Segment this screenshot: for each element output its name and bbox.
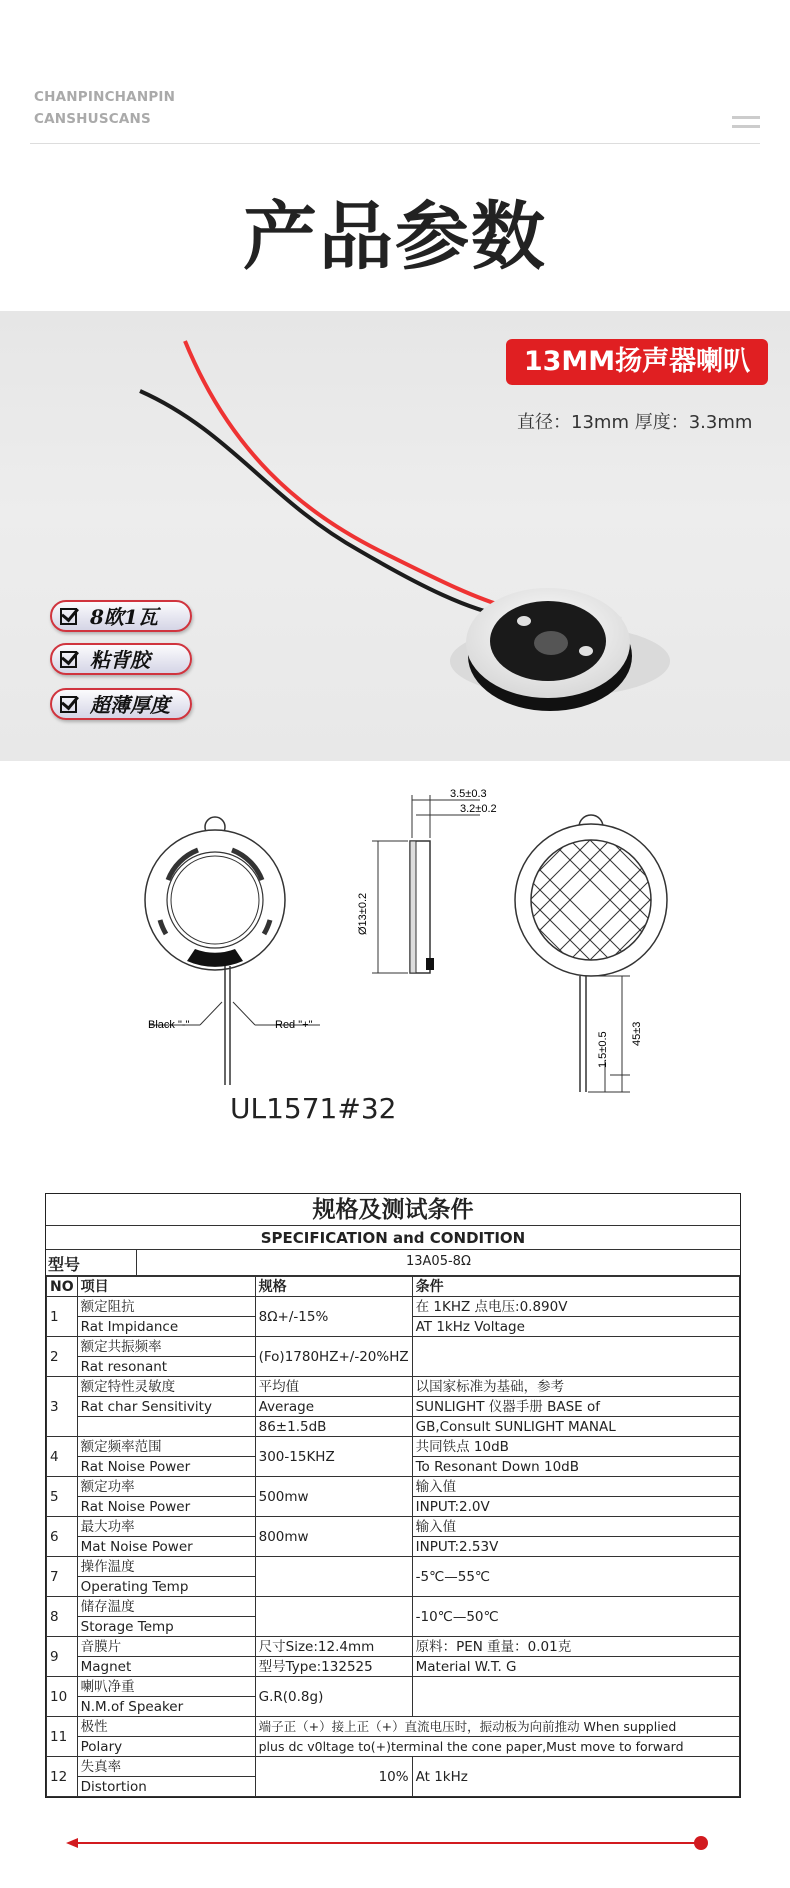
row-no: 6 bbox=[47, 1517, 78, 1557]
row-cond: 输入值 bbox=[412, 1517, 739, 1537]
table-row bbox=[47, 1757, 740, 1777]
dim-wire-length: 45±3 bbox=[631, 1021, 643, 1046]
row-spec: 300-15KHZ bbox=[255, 1437, 412, 1477]
row-spec: 500mw bbox=[255, 1477, 412, 1517]
footer-divider bbox=[70, 1842, 702, 1844]
row-cond: 以国家标准为基础，参考 bbox=[412, 1377, 739, 1397]
row-spec: 型号Type:132525 bbox=[255, 1657, 412, 1677]
row-no: 8 bbox=[47, 1597, 78, 1637]
dim-diameter: Ø13±0.2 bbox=[357, 892, 369, 935]
row-no: 2 bbox=[47, 1337, 78, 1377]
row-item-cn: 额定特性灵敏度 bbox=[77, 1377, 255, 1397]
model-label: 型号 bbox=[48, 1255, 81, 1274]
row-cond: 原料：PEN 重量：0.01克 bbox=[412, 1637, 739, 1657]
row-item-en: Storage Temp bbox=[77, 1617, 255, 1637]
row-spec: 10% bbox=[255, 1757, 412, 1797]
row-no: 4 bbox=[47, 1437, 78, 1477]
table-row bbox=[47, 1517, 740, 1537]
row-spec: 86±1.5dB bbox=[255, 1417, 412, 1437]
row-cond: -10℃—50℃ bbox=[412, 1597, 739, 1637]
header-condition: 条件 bbox=[412, 1277, 739, 1297]
row-cond: AT 1kHz Voltage bbox=[412, 1317, 739, 1337]
table-row bbox=[47, 1297, 740, 1317]
row-no: 12 bbox=[47, 1757, 78, 1797]
row-cond bbox=[412, 1337, 739, 1377]
table-row bbox=[47, 1597, 740, 1617]
row-cond: 输入值 bbox=[412, 1477, 739, 1497]
table-row bbox=[47, 1417, 740, 1437]
table-row bbox=[47, 1377, 740, 1397]
row-spec-cond: 端子正（+）接上正（+）直流电压时，振动板为向前推动 When supplied bbox=[255, 1717, 739, 1737]
row-item-en: Rat Noise Power bbox=[77, 1457, 255, 1477]
row-spec: 平均值 bbox=[255, 1377, 412, 1397]
row-spec: 尺寸Size:12.4mm bbox=[255, 1637, 412, 1657]
table-header-row bbox=[47, 1277, 740, 1297]
dim-stripped: 1.5±0.5 bbox=[597, 1031, 609, 1068]
row-spec: 8Ω+/-15% bbox=[255, 1297, 412, 1337]
table-row bbox=[47, 1337, 740, 1357]
table-row bbox=[47, 1437, 740, 1457]
product-dimensions: 直径：13mm 厚度：3.3mm bbox=[517, 412, 753, 433]
table-row bbox=[47, 1657, 740, 1677]
table-row bbox=[47, 1717, 740, 1737]
feature-tag-label: 超薄厚度 bbox=[90, 693, 170, 717]
checkbox-icon bbox=[60, 608, 77, 625]
header-line-1: CHANPINCHANPIN bbox=[34, 89, 176, 105]
row-cond: 在 1KHZ 点电压:0.890V bbox=[412, 1297, 739, 1317]
row-cond bbox=[412, 1677, 739, 1717]
header-spec: 规格 bbox=[255, 1277, 412, 1297]
model-value: 13A05-8Ω bbox=[406, 1254, 471, 1269]
row-no: 1 bbox=[47, 1297, 78, 1337]
table-row bbox=[47, 1397, 740, 1417]
product-badge: 13MM扬声器喇叭 bbox=[506, 339, 768, 385]
row-item-en: N.M.of Speaker bbox=[77, 1697, 255, 1717]
arrow-left-icon bbox=[66, 1838, 78, 1848]
table-row bbox=[47, 1637, 740, 1657]
spec-table bbox=[45, 1193, 741, 1798]
row-cond: INPUT:2.53V bbox=[412, 1537, 739, 1557]
row-item-en: Mat Noise Power bbox=[77, 1537, 255, 1557]
row-item-en: Magnet bbox=[77, 1657, 255, 1677]
row-spec bbox=[255, 1597, 412, 1637]
row-item-cn: 操作温度 bbox=[77, 1557, 255, 1577]
header-divider bbox=[30, 143, 760, 144]
header-text bbox=[34, 86, 175, 130]
header-line-2: CANSHUSCANS bbox=[34, 111, 151, 127]
row-cond: -5℃—55℃ bbox=[412, 1557, 739, 1597]
row-cond: To Resonant Down 10dB bbox=[412, 1457, 739, 1477]
feature-tag-thin bbox=[50, 688, 192, 720]
row-no: 10 bbox=[47, 1677, 78, 1717]
checkbox-icon bbox=[60, 651, 77, 668]
row-no: 9 bbox=[47, 1637, 78, 1677]
row-item-en: Operating Temp bbox=[77, 1577, 255, 1597]
row-item-en: Rat Impidance bbox=[77, 1317, 255, 1337]
row-spec bbox=[255, 1557, 412, 1597]
row-item-en bbox=[77, 1417, 255, 1437]
row-item-cn: 喇叭净重 bbox=[77, 1677, 255, 1697]
row-item-en: Distortion bbox=[77, 1777, 255, 1797]
table-row bbox=[47, 1737, 740, 1757]
row-cond: Material W.T. G bbox=[412, 1657, 739, 1677]
red-wire-label: Red "+" bbox=[275, 1019, 313, 1031]
feature-tag-impedance bbox=[50, 600, 192, 632]
wire-spec: UL1571#32 bbox=[230, 1092, 397, 1125]
row-item-cn: 极性 bbox=[77, 1717, 255, 1737]
row-cond: GB,Consult SUNLIGHT MANAL bbox=[412, 1417, 739, 1437]
dot-icon bbox=[694, 1836, 708, 1850]
header-no: NO bbox=[47, 1277, 78, 1297]
checkbox-icon bbox=[60, 696, 77, 713]
black-wire-label: Black "-" bbox=[148, 1019, 190, 1031]
row-spec: Average bbox=[255, 1397, 412, 1417]
feature-tag-label: 8欧1瓦 bbox=[90, 605, 158, 629]
row-no: 7 bbox=[47, 1557, 78, 1597]
row-item-cn: 额定频率范围 bbox=[77, 1437, 255, 1457]
row-item-cn: 失真率 bbox=[77, 1757, 255, 1777]
row-no: 5 bbox=[47, 1477, 78, 1517]
row-cond: INPUT:2.0V bbox=[412, 1497, 739, 1517]
spec-subtitle: SPECIFICATION and CONDITION bbox=[46, 1226, 740, 1250]
header-item: 项目 bbox=[77, 1277, 255, 1297]
row-item-cn: 音膜片 bbox=[77, 1637, 255, 1657]
row-item-cn: 额定共振频率 bbox=[77, 1337, 255, 1357]
row-item-cn: 额定阻抗 bbox=[77, 1297, 255, 1317]
dim-thickness-total: 3.5±0.3 bbox=[450, 788, 487, 800]
table-row bbox=[47, 1477, 740, 1497]
table-row bbox=[47, 1557, 740, 1577]
row-item-en: Polary bbox=[77, 1737, 255, 1757]
feature-tag-label: 粘背胶 bbox=[90, 648, 150, 672]
row-spec-cond: plus dc v0ltage to(+)terminal the cone paper,Must move to forward bbox=[255, 1737, 739, 1757]
dim-thickness-body: 3.2±0.2 bbox=[460, 803, 497, 815]
row-item-cn: 储存温度 bbox=[77, 1597, 255, 1617]
row-item-cn: 额定功率 bbox=[77, 1477, 255, 1497]
spec-grid bbox=[46, 1276, 740, 1797]
row-item-en: Rat Noise Power bbox=[77, 1497, 255, 1517]
model-row bbox=[46, 1250, 740, 1276]
row-spec: G.R(0.8g) bbox=[255, 1677, 412, 1717]
row-item-en: Rat resonant bbox=[77, 1357, 255, 1377]
hamburger-icon[interactable] bbox=[732, 116, 760, 134]
row-cond: At 1kHz bbox=[412, 1757, 739, 1797]
row-no: 11 bbox=[47, 1717, 78, 1757]
row-item-en: Rat char Sensitivity bbox=[77, 1397, 255, 1417]
row-spec: 800mw bbox=[255, 1517, 412, 1557]
page-title: 产品参数 bbox=[243, 194, 547, 280]
row-no: 3 bbox=[47, 1377, 78, 1437]
row-item-cn: 最大功率 bbox=[77, 1517, 255, 1537]
feature-tag-adhesive bbox=[50, 643, 192, 675]
table-row bbox=[47, 1677, 740, 1697]
row-spec: (Fo)1780HZ+/-20%HZ bbox=[255, 1337, 412, 1377]
spec-title: 规格及测试条件 bbox=[46, 1194, 740, 1226]
row-cond: 共同铁点 10dB bbox=[412, 1437, 739, 1457]
row-cond: SUNLIGHT 仪器手册 BASE of bbox=[412, 1397, 739, 1417]
